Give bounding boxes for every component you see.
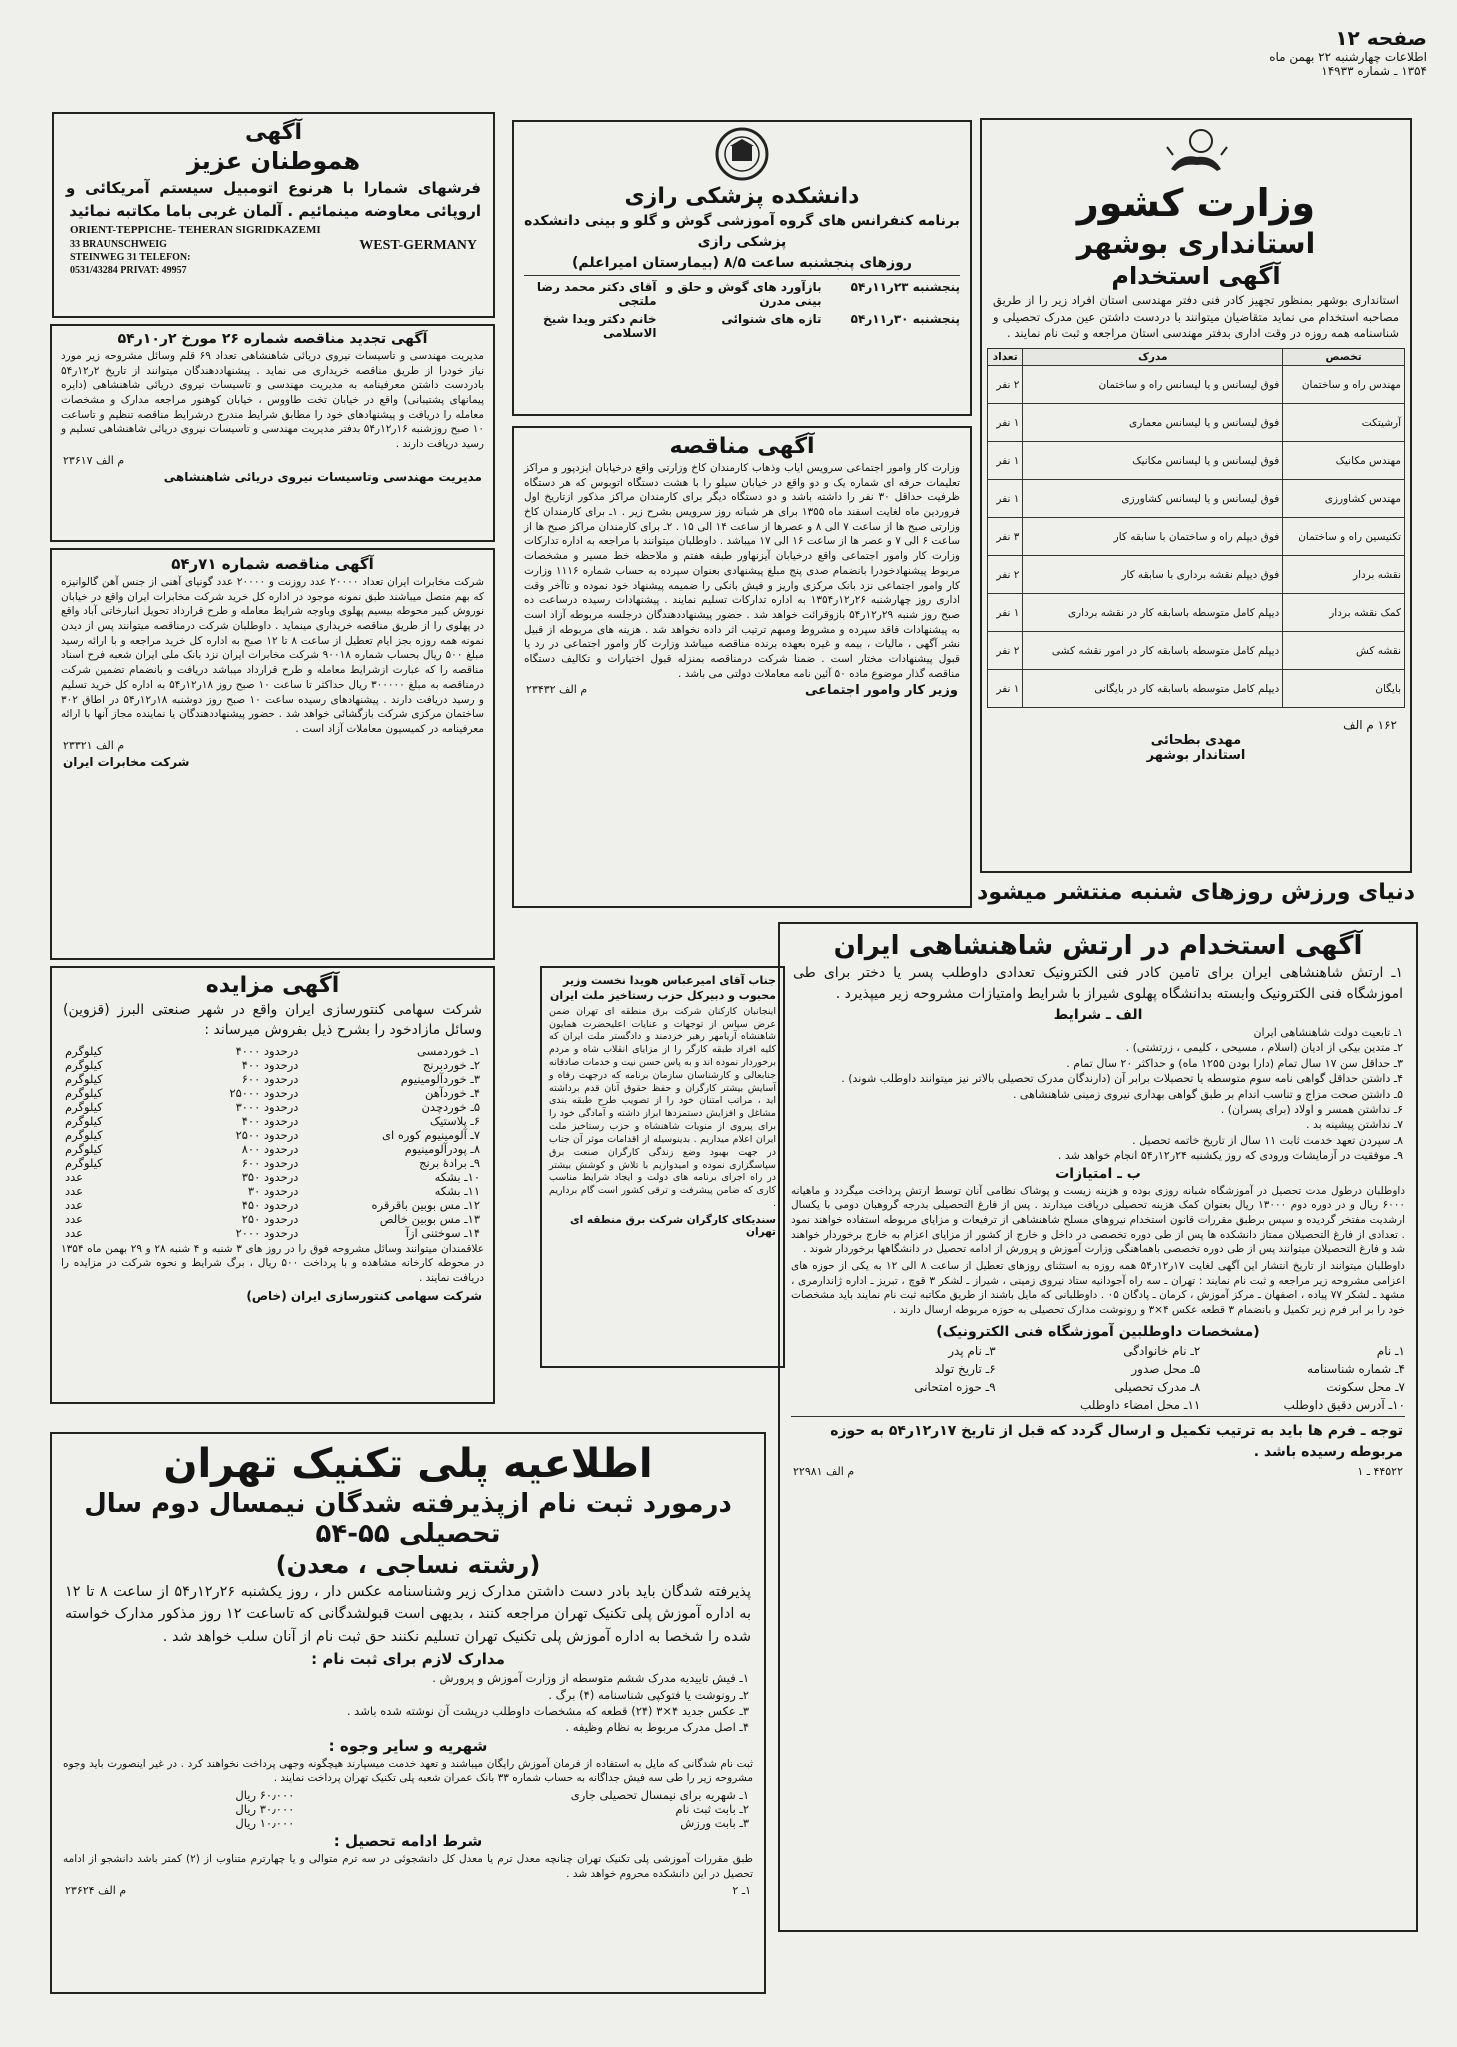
tender-26-body: مدیریت مهندسی و تاسیسات نیروی دریائی شاهنشاهی تعداد ۶۹ قلم وسائل مشروحه زیر مورد نیاز خودرا از طریق مناقصه خریداری می نماید . پیشنهاددهندگان میتوانند از تاریخ ۲ر۱۲ر۵۴ بادردست داشتن معرفینامه به مدیریت مهندسی و تاسیسات نیروی دریائی شاهنشاهی (دایره پیمانهای پشتیبانی) واقع در خیابان تخت طاووس ، خیابان کوهنور مراجعه مدارک و مشخصات معامله را دریافت و پیشنهادهای خود را مطابق شرایط مندرج درشرایط مناقصه تنظیم و تاساعت ۱۰ صبح روزشنبه ۱۶ر۱۲ر۵۴ بدفتر مدیریت مهندسی و تاسیسات نیروی دریائی شاهنشاهی تسلیم و رسید دریافت دارند . [61, 350, 484, 451]
positions-table-cell: ۲ نفر [988, 632, 1023, 670]
auction-item [65, 1114, 480, 1128]
positions-table-cell: دیپلم کامل متوسطه باسابقه کار در امور نقشه کشی [1023, 632, 1283, 670]
positions-table-header: تعداد [988, 349, 1023, 366]
positions-table-row [988, 670, 1405, 708]
polytech-ref: م الف ۲۳۶۲۴ [65, 1883, 127, 1897]
polytech-subtitle: درمورد ثبت نام ازپذیرفته شدگان نیمسال دوم سال تحصیلی ۵۵-۵۴ [84, 1489, 732, 1549]
tender-26-signature: مدیریت مهندسی وتاسیسات نیروی دریائی شاهنشاهی [163, 469, 482, 484]
positions-table-cell: ۲ نفر [988, 556, 1023, 594]
razi-schedule: روزهای پنجشنبه ساعت ۸/۵ (بیمارستان امیراعلم) [572, 255, 912, 271]
auction-item [65, 1212, 480, 1226]
workers-letter-signature: سندیکای کارگران شرکت برق منطقه ای تهران [570, 1213, 776, 1238]
positions-table-cell: فوق لیسانس و یا لیسانس معماری [1023, 404, 1283, 442]
polytech-ref-2: ۱ـ ۲ [732, 1883, 751, 1897]
positions-table-row [988, 366, 1405, 404]
auction-items [55, 1044, 490, 1240]
carpet-ad-title: آگهی [244, 120, 303, 145]
auction-item-name: ۳ـ خوردآلومینیوم [400, 1071, 480, 1086]
form-field: ۷ـ محل سکونت [1326, 1379, 1405, 1394]
workers-letter-heading: جناب آقای امیرعباس هویدا نخست وزیر محبوب و دبیرکل حزب رستاخیز ملت ایران [549, 974, 776, 1003]
positions-table-cell: دیپلم کامل متوسطه باسابقه کار در نقشه برداری [1023, 594, 1283, 632]
positions-table-row [988, 404, 1405, 442]
auction-item [65, 1058, 480, 1072]
positions-table-cell: فوق لیسانس و یا لیسانس مکانیک [1023, 442, 1283, 480]
auction-item-qty: درحدود ۶۰۰ [241, 1155, 299, 1170]
army-note: توجه ـ فرم ها باید به ترتیب تکمیل و ارسال گردد که قبل از تاریخ ۱۷ر۱۲ر۵۴ به حوزه مربوطه رسیده باشد . [830, 1422, 1403, 1460]
workers-letter [540, 966, 785, 1368]
interior-ministry-ad [980, 118, 1412, 873]
auction-item-qty: درحدود ۴۰۰۰ [235, 1043, 299, 1058]
condition-item: ۸ـ سپردن تعهد خدمت ثابت ۱۱ سال از تاریخ خاتمه تحصیل . [1132, 1133, 1403, 1147]
auction-item-name: ۹ـ برادهٔ برنج [419, 1155, 480, 1170]
auction-signature: شرکت سهامی کنتورسازی ایران (خاص) [246, 1288, 482, 1303]
carpet-ad [52, 112, 495, 318]
positions-table-cell: نقشه بردار [1283, 556, 1405, 594]
positions-table-row [988, 442, 1405, 480]
labor-tender-title: آگهی مناقصه [669, 434, 815, 459]
auction-item-name: ۱۴ـ سوختنی ازآ [405, 1225, 480, 1240]
auction-item-unit: کیلوگرم [65, 1085, 103, 1100]
army-ref-2: ۴۴۵۲۲ ـ ۱ [1357, 1464, 1403, 1478]
auction-item [65, 1142, 480, 1156]
polytechnic-notice [50, 1432, 766, 1994]
auction-item-qty: درحدود ۸۰۰ [241, 1141, 299, 1156]
fee-label: ۱ـ شهریه برای نیمسال تحصیلی جاری [570, 1788, 749, 1803]
employment-intro: استانداری بوشهر بمنظور تجهیز کادر فنی دفتر مهندسی استان افراد زیر را از طریق مصاحبه استخدام می نماید متقاضیان میتوانند با دردست داشتن عین مدرک تحصیلی و شناسنامه همه روزه در وقت اداری بدفتر مهندسی استان مراجعه و ثبت نام نمایند . [993, 293, 1399, 341]
auction-item-name: ۱۱ـ بشکه [434, 1183, 480, 1198]
auction-intro: شرکت سهامی کنتورسازی ایران واقع در شهر صنعتی البرز (قزوین) وسائل مازادخود را بشرح ذیل بفروش میرساند : [63, 1002, 482, 1039]
fee-amount: ۳۰٫۰۰۰ ریال [235, 1802, 295, 1817]
issue-date: اطلاعات چهارشنبه ۲۲ بهمن ماه [1269, 50, 1427, 64]
issue-number: ۱۳۵۴ ـ شماره ۱۴۹۳۳ [1321, 64, 1427, 78]
doc-item: ۲ـ رونوشت یا فتوکپی شناسنامه (۴) برگ . [548, 1687, 749, 1702]
form-field: ۶ـ تاریخ تولد [934, 1361, 996, 1376]
interior-ref: ۱۶۲ م الف [1343, 718, 1397, 733]
sports-banner: دنیای ورزش روزهای شنبه منتشر میشود [977, 880, 1415, 905]
auction-title: آگهی مزایده [205, 973, 340, 998]
form-field: ۴ـ شماره شناسنامه [1307, 1361, 1405, 1376]
ministry-name: وزارت کشور [1076, 181, 1316, 225]
auction-item-unit: کیلوگرم [65, 1043, 103, 1058]
auction-item-name: ۶ـ پلاستیک [429, 1113, 480, 1128]
fee-label: ۳ـ بابت ورزش [680, 1816, 749, 1831]
auction-item-unit: کیلوگرم [65, 1155, 103, 1170]
auction-item-qty: درحدود ۳۰۰۰ [235, 1099, 299, 1114]
positions-table-cell: فوق دیپلم نقشه برداری با سابقه کار [1023, 556, 1283, 594]
positions-table-cell: ۲ نفر [988, 366, 1023, 404]
advantages-title: ب ـ امتیازات [1055, 1165, 1141, 1182]
auction-item-unit: عدد [65, 1183, 84, 1198]
governor-title: استاندار بوشهر [1146, 748, 1246, 764]
positions-table-cell: مهندس کشاورزی [1283, 480, 1405, 518]
positions-table-cell: ۱ نفر [988, 442, 1023, 480]
polytech-title: اطلاعیه پلی تکنیک تهران [163, 1441, 653, 1487]
auction-item-unit: عدد [65, 1169, 84, 1184]
form-field: ۲ـ نام خانوادگی [1123, 1343, 1201, 1358]
tender-71-signature: شرکت مخابرات ایران [63, 754, 190, 769]
tender-71-body: شرکت مخابرات ایران تعداد ۲۰۰۰۰ عدد روزنت و ۲۰۰۰۰ عدد گونیای آهنی از جنس آهن گالوانیزه که بهم متصل میباشند طبق نمونه موجود در اداره کل خرید شرکت مخابرات ایران واقع در خیابان نوروش کبیر محوطه بیسیم پهلوی وباوجه شرایط معامله و طرح قرارداد تحویل انبارخاتی آباد واقع در پهلوی را از طریق مناقصه خریداری مینماید . داوطلبان شرکت درمناقصه میتوانند پس از دیدن نمونه همه روزه بجز ایام تعطیل از ساعت ۸ تا ۱۲ صبح به اداره کل خرید مراجعه و با ارائه رسید مبلغ ۵۰۰ ریال بحساب شماره ۹۰۰۱۸ شرکت مخابرات ایران نزد بانک ملی ایران شعبه فرح اسناد مناقصه را که عبارت ازشرایط معامله و طرح قرارداد میباشد دریافت و بانضمام تضمین شرکت درمناقصه به مبلغ ۳۰۰۰۰۰ ریال حداکثر تا ساعت ۱۰ صبح روز ۱۸ر۱۲ر۵۴ به اداره کل خرید تسلیم و رسید دریافت دارند . پیشنهادهای رسیده ساعت ۱۰ صبح روز دوشنبه ۱۸ر۱۲ر۵۴ در اطاق ۳۰۲ ساختمان مرکزی شرکت بازگشائی خواهد شد . حضور پیشنهاددهندگان یا نماینده مجاز آنها با ارائه معرفینامه در کمیسیون معاملات آزاد است . [61, 576, 485, 735]
tender-71-ref: م الف ۲۳۳۲۱ [63, 738, 125, 752]
form-field: ۱۰ـ آدرس دقیق داوطلب [1283, 1397, 1405, 1412]
auction-item-unit: کیلوگرم [65, 1113, 103, 1128]
form-row [791, 1362, 1405, 1376]
auction-item [65, 1044, 480, 1058]
razi-row-topic: بازآورد های گوش و حلق و بینی مدرن [665, 280, 822, 308]
positions-table-row [988, 480, 1405, 518]
razi-row-date: پنجشنبه ۲۳ر۱۱ر۵۴ [850, 280, 960, 294]
auction-item-unit: کیلوگرم [65, 1057, 103, 1072]
positions-table-cell: ۱ نفر [988, 594, 1023, 632]
razi-row [524, 312, 960, 340]
razi-row-date: پنجشنبه ۳۰ر۱۱ر۵۴ [850, 312, 960, 326]
auction-item-qty: درحدود ۴۰۰ [241, 1057, 299, 1072]
razi-row-speaker: آقای دکتر محمد رضا ملتجی [536, 280, 657, 308]
auction-item-unit: کیلوگرم [65, 1099, 103, 1114]
razi-row-speaker: خانم دکتر ویدا شیخ الاسلامی [543, 312, 657, 340]
docs-list [57, 1670, 759, 1734]
page-number: صفحه ۱۲ [1335, 26, 1427, 50]
positions-table-row [988, 632, 1405, 670]
polytech-intro: پذیرفته شدگان باید بادر دست داشتن مدارک زیر وشناسنامه عکس دار ، روز یکشنبه ۲۶ر۱۲ر۵۴ از ساعت ۸ تا ۱۲ به اداره آموزش پلی تکنیک تهران مراجعه کنند ، بدیهی است قبولشدگانی که تاساعت ۱۲ روز مذکور مدارک خواسته شده را شخصا به اداره آموزش پلی تکنیک تهران تسلیم نکنند حق ثبت نام از آنان سلب خواهد شد . [65, 1584, 751, 1645]
auction-item-qty: درحدود ۲۵۰ [241, 1211, 299, 1226]
carpet-ad-address: 33 BRAUNSCHWEIG STEINWEG 31 TELEFON: 0531/43284 PRIVAT: 49957 [70, 239, 191, 276]
fee-item [67, 1788, 749, 1802]
auction-ad [50, 966, 495, 1404]
auction-item-unit: عدد [65, 1197, 84, 1212]
fee-title: شهریه و سایر وجوه : [328, 1736, 488, 1755]
auction-item-unit: کیلوگرم [65, 1141, 103, 1156]
carpet-ad-body: فرشهای شمارا با هرنوع اتومبیل سیستم آمریکائی و اروپائی معاوضه مینمائیم . آلمان غربی باما مکاتبه نمائید [66, 179, 481, 220]
form-field: ۵ـ محل صدور [1131, 1361, 1201, 1376]
auction-item-unit: کیلوگرم [65, 1071, 103, 1086]
auction-item-qty: درحدود ۲۵۰۰ [235, 1127, 299, 1142]
positions-table-row [988, 594, 1405, 632]
fee-item [67, 1802, 749, 1816]
condition-item: ۱ـ تابعیت دولت شاهنشاهی ایران [1253, 1026, 1403, 1039]
fee-amount: ۱۰٫۰۰۰ ریال [235, 1816, 295, 1831]
labor-tender [512, 426, 972, 908]
auction-item-name: ۷ـ آلومینیوم کوره ای [382, 1127, 480, 1142]
auction-item-qty: درحدود ۶۰۰ [241, 1071, 299, 1086]
condition-item: ۹ـ موفقیت در آزمایشات ورودی که روز یکشنبه ۲۴ر۱۲ر۵۴ انجام خواهد شد . [1057, 1149, 1403, 1163]
docs-title: مدارک لازم برای ثبت نام : [311, 1650, 505, 1669]
condition-item: ۷ـ نداشتن پیشینه بد . [1306, 1118, 1403, 1132]
positions-table-row [988, 518, 1405, 556]
army-ref-1: م الف ۲۲۹۸۱ [793, 1464, 855, 1478]
auction-item [65, 1198, 480, 1212]
tender-71-title: آگهی مناقصه شماره ۷۱ر۵۴ [171, 555, 374, 573]
workers-letter-body: اینجانبان کارکنان شرکت برق منطقه ای تهران ضمن عرض سپاس از توجهات و عنایات اعلیحضرت همایون شاهنشاه آریامهر رهبر خردمند و دادگستر ملت ایران که کلیه افراد طبقه کارگر را از مزایای انقلاب شاه و مردم برخوردار نموده اند و به پاس حسن نیت و خدمات صادقانه جنابعالی و کارشناسان سازمان برنامه که درجهت رفاه و آسایش بیشتر کارگران و حفظ حقوق آنان قدم برداشته اید ، مراتب امتنان خود را از تصویب طرح طبقه بندی مشاغل و افزایش دستمزدها ابراز داشته و آمادگی خود را برای پیروی از منویات شاهنشاه و حزب رستاخیز ملت ایران اعلام میداریم . بدینوسیله از اقدامات موثر آن جناب در جهت بهبود وضع زندگی کارگران صنعت برق سپاسگزاری نموده و امیدواریم با تلاش و کوشش بیشتر در راه اجرای برنامه های دولت و ایجاد شرایط مناسب کاری که ضامن پیشرفت و ترقی کشور است گام برداریم . [549, 1005, 776, 1209]
labor-tender-ref: م الف ۲۳۴۳۲ [526, 683, 588, 697]
condition-item: ۴ـ داشتن حداقل گواهی نامه سوم متوسطه یا تحصیلات برابر آن (دارندگان مدرک تحصیلی بالاتر نیز میتوانند داوطلب شوند) . [841, 1072, 1403, 1086]
auction-item-qty: درحدود ۴۵۰ [241, 1197, 299, 1212]
auction-item-unit: کیلوگرم [65, 1127, 103, 1142]
auction-item [65, 1100, 480, 1114]
doc-item: ۴ـ اصل مدرک مربوط به نظام وظیفه . [565, 1719, 749, 1734]
razi-row [524, 280, 960, 308]
form-title: (مشخصات داوطلبین آموزشگاه فنی الکترونیک) [936, 1323, 1260, 1340]
form-field: ۳ـ نام پدر [948, 1343, 996, 1358]
positions-table-cell: کمک نقشه بردار [1283, 594, 1405, 632]
auction-item-name: ۸ـ پودرآلومینیوم [404, 1141, 480, 1156]
auction-item-qty: درحدود ۳۵۰ [241, 1169, 299, 1184]
fees-list [57, 1788, 759, 1830]
auction-item-name: ۱ـ خوردمسی [417, 1043, 480, 1058]
auction-item [65, 1128, 480, 1142]
tender-71 [50, 548, 495, 960]
auction-item-name: ۵ـ خوردچدن [421, 1099, 480, 1114]
positions-table-cell: نقشه کش [1283, 632, 1405, 670]
form-field [791, 1398, 996, 1412]
condition-item: ۲ـ متدین بیکی از ادیان (اسلام ، مسیحی ، کلیمی ، زرتشتی) . [1125, 1041, 1403, 1055]
university-emblem-icon [714, 126, 770, 182]
auction-item-name: ۴ـ خوردآهن [425, 1085, 480, 1100]
continuation-title: شرط ادامه تحصیل : [333, 1832, 483, 1851]
continuation-text: طبق مقررات آموزشی پلی تکنیک تهران چنانچه معدل ترم یا معدل کل دانشجوئی در سه ترم متوالی و یا چهارترم متناوب از (۲) کمتر باشد دانشجو از ادامه تحصیل در این دانشکده محروم خواهد شد . [63, 1853, 753, 1880]
conditions-title: الف ـ شرایط [1053, 1007, 1143, 1023]
fee-item [67, 1816, 749, 1830]
fee-label: ۲ـ بابت ثبت نام [675, 1802, 749, 1817]
auction-item [65, 1072, 480, 1086]
carpet-ad-subtitle: هموطنان عزیز [186, 147, 361, 175]
condition-item: ۳ـ حداقل سن ۱۷ سال تمام (دارا بودن ۱۲۵۵ ماه) و حداکثر ۲۰ سال تمام . [1066, 1056, 1403, 1070]
advantages-text: داوطلبان درطول مدت تحصیل در آموزشگاه شبانه روزی بوده و هزینه زیست و پوشاک نظامی آنان توسط ارتش پرداخت میگردد و ماهیانه ۶۰۰۰ ریال و در دوره دوم ۱۳۰۰۰ ریال بعنوان کمک هزینه تحصیلی دریافت میدارند . پس از فارغ التحصیلی بدرجه گروهبان دومی با یکسال ارشدیت مفتخر گردیده و سپس برطبق مقررات قانون استخدام نیروهای مسلح شاهنشاهی از ترفیعات و مزایای مربوطه استفاده خواهند نمود . تعدادی از فارغ التحصیلان ممتاز دانشکده ها پس از طی دوره تخصصی در داخل و خارج از کشور از مزایای اعزام به خارج برخوردار خواهند شد و فارغ التحصیلان میتوانند پس از طی دوره تخصصی باهماهنگی وزارت آموزش و پرورش از ادامه تحصیل در دانشگاهها برخوردار شوند . [791, 1184, 1405, 1256]
form-field: ۱۱ـ محل امضاء داوطلب [1079, 1397, 1201, 1412]
governorate-name: استانداری بوشهر [1076, 227, 1316, 260]
army-title: آگهی استخدام در ارتش شاهنشاهی ایران [833, 931, 1363, 961]
auction-item-name: ۱۲ـ مس بوبین باقرقره [371, 1197, 480, 1212]
positions-table-cell: تکنیسین راه و ساختمان [1283, 518, 1405, 556]
condition-item: ۵ـ داشتن صحت مزاج و تناسب اندام بر طبق گواهی بهداری نیروی زمینی شاهنشاهی . [1012, 1087, 1403, 1101]
positions-table-cell: ۱ نفر [988, 480, 1023, 518]
auction-item-name: ۲ـ خوردبرنج [422, 1057, 480, 1072]
auction-item-unit: عدد [65, 1225, 84, 1240]
auction-item-qty: درحدود ۳۰ [247, 1183, 299, 1198]
form-row [791, 1380, 1405, 1394]
razi-row-topic: تازه های شنوائی [721, 312, 822, 326]
positions-table-cell: مهندس راه و ساختمان [1283, 366, 1405, 404]
employment-title: آگهی استخدام [1111, 262, 1281, 290]
auction-item [65, 1226, 480, 1240]
positions-table-cell: آرشیتکت [1283, 404, 1405, 442]
auction-item-qty: درحدود ۲۰۰۰ [235, 1225, 299, 1240]
auction-item-name: ۱۰ـ بشکه [434, 1169, 480, 1184]
auction-item [65, 1156, 480, 1170]
form-row [791, 1344, 1405, 1358]
army-employment-ad [778, 922, 1418, 1932]
doc-item: ۱ـ فیش تاییدیه مدرک ششم متوسطه از وزارت آموزش و پرورش . [432, 1671, 749, 1686]
labor-tender-body: وزارت کار وامور اجتماعی سرویس ایاب وذهاب کارمندان کاخ وزارتی واقع درخیابان ایزدپور و مراکز تعلیمات حرفه ای شماره یک و دو واقع در خیابان سیلو را با هشت دستگاه اتوبوس که هر دستگاه ظرفیت حداقل ۳۰ نفر را داشته باشد و دو دستگاه دیگر برای کارمندان مراکز مذکور ازتاریخ اول فروردین ماه لغایت اسفند ماه ۱۳۵۵ برای هر شبانه روز سرویس بشرح زیر . ۱ـ برای کارمندان کاخ وزارتی صبح ها از ساعت ۷ الی ۸ و عصرها از ساعت ۱۴ الی ۱۵ . ۲ـ برای کارمندان مراکز صبح ها از ساعت ۶ الی ۷ و عصر ها از ساعت ۱۶ الی ۱۷ میباشد . داوطلبان میتوانند با مراجعه به اداره تدارکات وزارت کار وامور اجتماعی واقع درخیابان آیزنهاور طبقه هفتم و ملاحظه خط مسیر و مشخصات مربوط پیشنهادخودرا بانضمام صدی پنج مبلغ پیشنهادی بعنوان سپرده به حساب شماره ۱۱۱۶ وزارت کار وامور اجتماعی نزد بانک مرکزی واریز و فیش بانکی را ضمیمه پیشنهاد خود نموده و تاآخر وقت اداری روز چهارشنبه ۲۶ر۱۲ر۱۳۵۴ به اداره تدارکات تسلیم نمایند . پیشنهادات رسیده درساعت ده صبح روز شنبه ۲۹ر۱۲ر۵۴ بازوقرائت خواهد شد . حضور پیشنهاددهندگان درجلسه مربوطه آزاد است به پیشنهادات فاقد سپرده و مشروط ومبهم ترتیب اثر داده نخواهد شد . هزینه های مربوطه از قبیل نشر آگهی ، مالیات ، بیمه و غیره بعهده برنده مناقصه میباشد وزارت کار وامور اجتماعی در رد یا قبول پیشنهادات مختار است . ضمنا شرکت درمناقصه بمنزله قبول اختیارات و تکالیف دستگاه مناقصه گذار موضوع ماده ۵۰ آئین نامه معاملات دولتی می باشد . [524, 462, 961, 680]
positions-table-header: تخصص [1283, 349, 1405, 366]
conditions-list [785, 1025, 1411, 1164]
positions-table-row [988, 556, 1405, 594]
fee-text: ثبت نام شدگانی که مایل به استفاده از فرمان آموزش رایگان میباشند و تعهد خدمت میسپارند هیچگونه وجهی پرداخت نخواهند کرد . در غیر اینصورت باید وجوه مشروحه زیر را طی سه فیش جداگانه به حساب شماره ۳۳ بانک عمران شعبه پلی تکنیک تهران پرداخت نمایند . [63, 1757, 753, 1785]
positions-table-cell: ۱ نفر [988, 670, 1023, 708]
auction-item [65, 1170, 480, 1184]
positions-table-cell: دیپلم کامل متوسطه باسابقه کار در بایگانی [1023, 670, 1283, 708]
auction-item [65, 1184, 480, 1198]
auction-item [65, 1086, 480, 1100]
tender-26-title: آگهی تجدید مناقصه شماره ۲۶ مورخ ۲ر۱۰ر۵۴ [117, 331, 428, 347]
governor-name: مهدی بطحائی [1150, 733, 1242, 749]
positions-table-header: مدرک [1023, 349, 1283, 366]
form-field: ۱ـ نام [1376, 1343, 1405, 1358]
fee-amount: ۶۰٫۰۰۰ ریال [235, 1788, 295, 1803]
form-field: ۸ـ مدرک تحصیلی [1114, 1379, 1201, 1394]
auction-item-unit: عدد [65, 1211, 84, 1226]
condition-item: ۶ـ نداشتن همسر و اولاد (برای پسران) . [1220, 1102, 1403, 1116]
registration-text: داوطلبان میتوانند از تاریخ انتشار این آگهی لغایت ۱۷ر۱۲ر۵۴ همه روزه به استثنای روزهای تعطیل از ساعت ۸ الی ۱۲ به یکی از حوزه های اعزامی مشروحه زیر مراجعه و ثبت نام نمایند : تهران ـ سه راه آجودانیه ستاد نیروی زمینی ، شیراز ـ لشکر ۳ قوچ ، تبریز ـ اداره ژاندارمری ، مشهد ـ لشکر ۷۷ پیاده ، اصفهان ـ مرکز آموزش ، کرمان ـ پادگان ۰۵ . داوطلبانی که مایل باشند از طریق مکاتبه ثبت نام نمایند باید مشخصات خود را بر ابر فرم زیر تکمیل و بانضمام ۳ قطعه عکس ۴×۳ و رونوشت مدارک تحصیلی به حوزه مربوطه ارسال دارند . [791, 1259, 1406, 1317]
lion-and-sun-emblem-icon [1161, 125, 1231, 179]
auction-item-qty: درحدود ۴۰۰ [241, 1113, 299, 1128]
positions-table-cell: فوق لیسانس و یا لیسانس راه و ساختمان [1023, 366, 1283, 404]
positions-table-cell: فوق لیسانس و یا لیسانس کشاورزی [1023, 480, 1283, 518]
tender-26 [50, 324, 495, 542]
positions-table-cell: مهندس مکانیک [1283, 442, 1405, 480]
doc-item: ۳ـ عکس جدید ۴×۳ (۲۴) قطعه که مشخصات داوطلب درپشت آن نوشته شده باشد . [346, 1703, 749, 1718]
razi-program: برنامه کنفرانس های گروه آموزشی گوش و گلو و بینی دانشکده پزشکی رازی [524, 213, 960, 250]
auction-item-qty: درحدود ۲۵۰۰۰ [229, 1085, 299, 1100]
positions-table-cell: بایگان [1283, 670, 1405, 708]
masthead [1087, 26, 1427, 106]
auction-body: علاقمندان میتوانند وسائل مشروحه فوق را در روز های ۳ شنبه و ۴ شنبه ۲۸ و ۲۹ بهمن ماه ۱۳۵۴ در محوطه کارخانه مشاهده و با پرداخت ۵۰۰ ریال ، برگ شرایط و نحوه شرکت در مزایده را دریافت نمایند . [61, 1242, 484, 1284]
applicant-form [791, 1344, 1405, 1412]
army-intro: ۱ـ ارتش شاهنشاهی ایران برای تامین کادر فنی الکترونیک تعدادی داوطلب پسر یا دختر برای طی اموزشگاه فنی الکترونیک وابسته بدانشگاه پهلوی شیراز با شرایط وامتیازات مشروحه زیر میپذیرد . [793, 965, 1403, 1002]
positions-table-cell: فوق دیپلم راه و ساختمان با سابقه کار [1023, 518, 1283, 556]
positions-table [987, 348, 1405, 708]
positions-table-cell: ۳ نفر [988, 518, 1023, 556]
polytech-field: (رشته نساجی ، معدن) [275, 1551, 541, 1579]
auction-item-name: ۱۳ـ مس بوبین خالص [379, 1211, 480, 1226]
razi-university: دانشکده پزشکی رازی [624, 184, 860, 209]
form-field: ۹ـ حوزه امتحانی [914, 1379, 996, 1394]
razi-conference [512, 120, 972, 416]
form-row [791, 1398, 1405, 1412]
razi-rows [518, 280, 966, 340]
tender-26-ref: م الف ۲۳۶۱۷ [63, 453, 125, 467]
labor-tender-signature: وزیر کار وامور اجتماعی [804, 683, 958, 699]
carpet-ad-latin-name: ORIENT-TEPPICHE- TEHERAN SIGRIDKAZEMI [70, 224, 321, 236]
carpet-ad-country: WEST-GERMANY [359, 238, 477, 253]
positions-table-cell: ۱ نفر [988, 404, 1023, 442]
